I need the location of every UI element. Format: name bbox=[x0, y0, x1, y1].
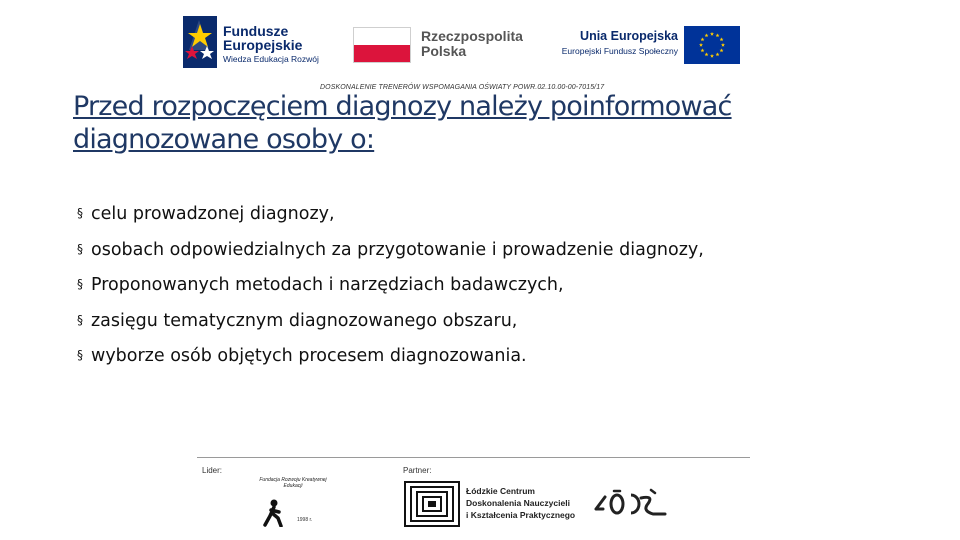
bullet-text: zasięgu tematycznym diagnozowanego obszaru, bbox=[91, 310, 518, 331]
lodz-logo-icon bbox=[593, 487, 669, 517]
unia-europejska-logo bbox=[550, 25, 740, 65]
polish-flag-icon bbox=[353, 27, 411, 63]
rzeczpospolita-polska-logo bbox=[353, 25, 533, 65]
footer-divider bbox=[197, 457, 750, 458]
lc-text-line2: Doskonalenia Nauczycieli bbox=[466, 498, 570, 508]
slide-title: Przed rozpoczęciem diagnozy należy poinformować diagnozowane osoby o: bbox=[73, 91, 732, 155]
ue-logo-subtitle: Europejski Fundusz Społeczny bbox=[561, 46, 678, 56]
fe-logo-text bbox=[223, 24, 302, 52]
bullet-text: Proponowanych metodach i narzędziach badawczych, bbox=[91, 275, 564, 295]
partner-label: Partner: bbox=[403, 466, 432, 475]
bullet-item bbox=[77, 232, 704, 268]
bullet-item bbox=[77, 338, 704, 374]
bullet-item bbox=[77, 196, 704, 232]
fundacja-logo bbox=[253, 477, 333, 527]
fe-logo-line2: Europejskie bbox=[223, 37, 303, 53]
fundusze-europejskie-star-icon bbox=[183, 16, 217, 68]
ue-logo-title: Unia Europejska bbox=[580, 29, 678, 43]
fundacja-name: Fundacja Rozwoju Kreatywnej Edukacji bbox=[259, 477, 327, 489]
lc-text-line1: Łódzkie Centrum bbox=[466, 486, 535, 496]
fe-logo-line1: Fundusze bbox=[223, 23, 289, 39]
lider-label: Lider: bbox=[202, 466, 223, 475]
bullet-item bbox=[77, 267, 704, 303]
fundusze-europejskie-logo bbox=[183, 14, 323, 72]
lodzkie-centrum-logo bbox=[404, 481, 576, 527]
bullet-mark: § bbox=[77, 241, 83, 256]
bullet-item bbox=[77, 303, 704, 339]
bullet-text: celu prowadzonej diagnozy, bbox=[91, 204, 335, 224]
fe-logo-subtitle: Wiedza Edukacja Rozwój bbox=[223, 54, 319, 64]
bullet-mark: § bbox=[77, 277, 83, 291]
bullet-text: osobach odpowiedzialnych za przygotowanie i prowadzenie diagnozy, bbox=[91, 239, 704, 260]
bullet-mark: § bbox=[77, 312, 83, 327]
bullet-mark: § bbox=[77, 348, 83, 362]
project-reference: DOSKONALENIE TRENERÓW WSPOMAGANIA OŚWIATY POWR.02.10.00-00-7015/17 bbox=[320, 84, 605, 91]
rp-logo-line1: Rzeczpospolita bbox=[421, 28, 523, 44]
lc-text-line3: i Kształcenia Praktycznego bbox=[466, 510, 576, 520]
logo-bar bbox=[0, 0, 960, 80]
walking-figure-icon bbox=[259, 499, 289, 527]
rp-logo-line2: Polska bbox=[421, 43, 467, 59]
lc-logo-text bbox=[466, 485, 575, 521]
bullet-mark: § bbox=[77, 206, 83, 220]
rp-logo-text bbox=[421, 29, 523, 59]
footer-partners bbox=[197, 457, 750, 535]
bullet-list bbox=[77, 196, 704, 374]
eu-flag-icon bbox=[684, 26, 740, 64]
fundacja-year: 1998 r. bbox=[297, 517, 313, 523]
bullet-text: wyborze osób objętych procesem diagnozowania. bbox=[91, 346, 527, 366]
concentric-squares-icon bbox=[404, 481, 460, 527]
ue-logo-text bbox=[562, 29, 678, 56]
